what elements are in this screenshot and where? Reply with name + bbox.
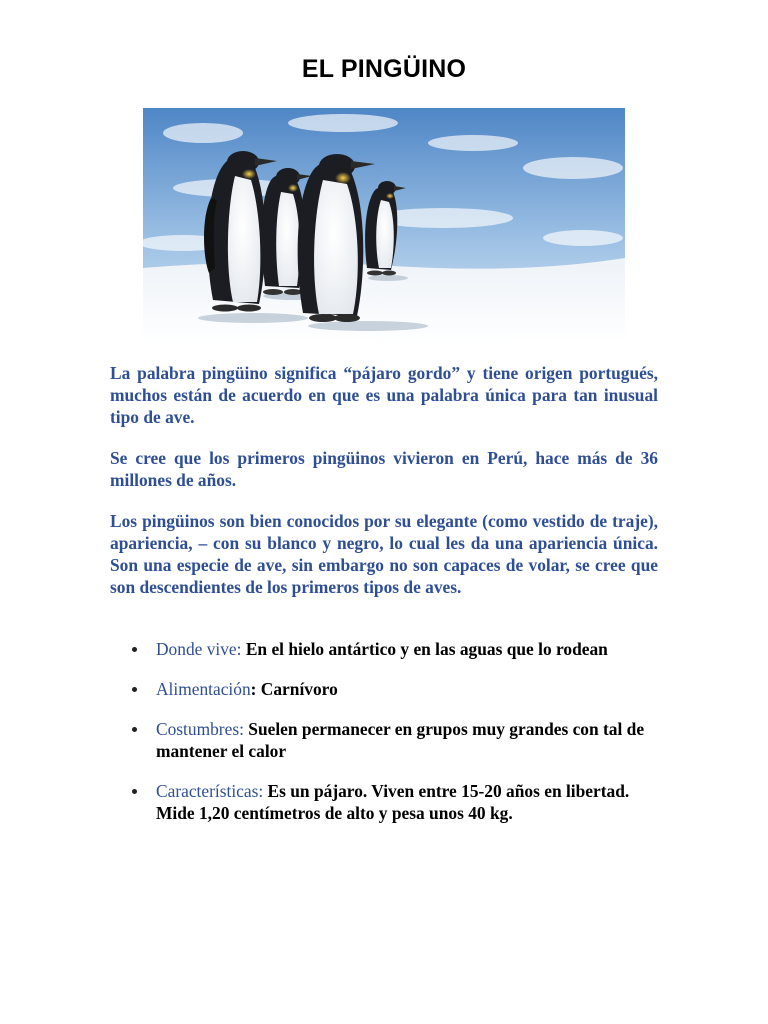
list-item-diet <box>110 678 658 700</box>
paragraph-history: Se cree que los primeros pingüinos vivieron en Perú, hace más de 36 millones de años. <box>110 448 658 490</box>
list-item-habitat <box>110 638 658 660</box>
intro-text <box>110 362 658 617</box>
bullet-icon <box>132 727 137 732</box>
fact-label: Costumbres: <box>156 719 244 739</box>
penguins-photo <box>143 108 625 346</box>
fact-label: Donde vive: <box>156 639 242 659</box>
page-title: EL PINGÜINO <box>301 55 467 83</box>
fact-text: : Carnívoro <box>250 679 338 699</box>
fact-label: Alimentación <box>156 679 251 699</box>
list-item-habits <box>110 718 658 762</box>
facts-list <box>110 638 658 842</box>
list-item-characteristics <box>110 780 658 824</box>
bullet-icon <box>132 789 137 794</box>
fact-text: En el hielo antártico y en las aguas que lo rodean <box>241 639 608 659</box>
paragraph-appearance: Los pingüinos son bien conocidos por su elegante (como vestido de traje), apariencia, – con su blanco y negro, lo cual les da una apariencia única. Son una especie de ave, sin embargo no son capaces de volar, se cree que son descendientes de los primeros tipos de aves. <box>110 511 658 597</box>
paragraph-origin: La palabra pingüino significa “pájaro gordo” y tiene origen portugués, muchos están de acuerdo en que es una palabra única para tan inusual tipo de ave. <box>110 363 658 427</box>
fact-text: Suelen permanecer en grupos muy grandes con tal de mantener el calor <box>156 719 645 761</box>
fact-text: Es un pájaro. Viven entre 15-20 años en libertad. Mide 1,20 centímetros de alto y pesa unos 40 kg. <box>156 781 630 823</box>
bullet-icon <box>132 687 137 692</box>
bullet-icon <box>132 647 137 652</box>
fact-label: Características: <box>156 781 264 801</box>
